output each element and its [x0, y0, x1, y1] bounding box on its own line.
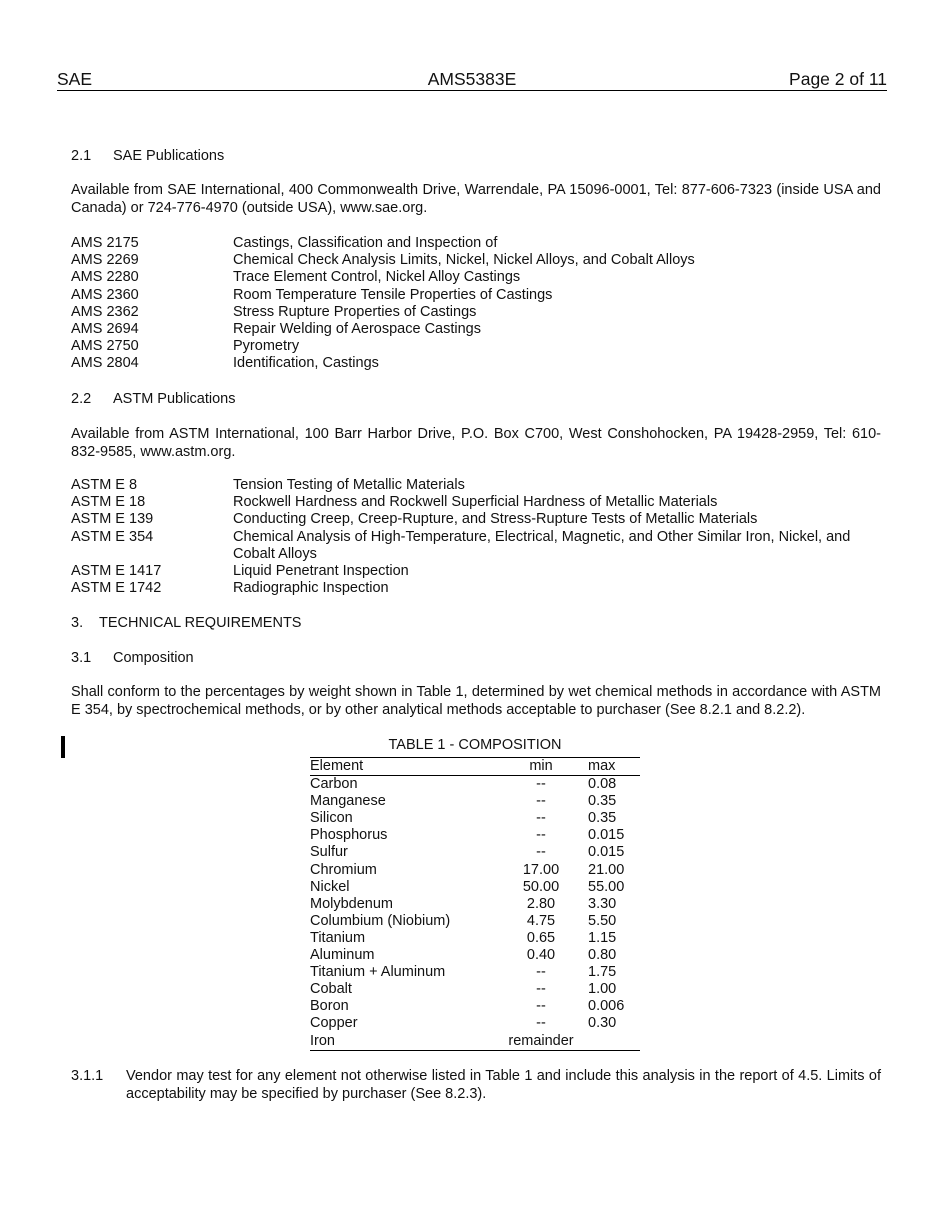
table-row — [310, 793, 640, 810]
reference-item — [71, 477, 883, 494]
reference-item — [71, 287, 883, 304]
table-row — [310, 998, 640, 1015]
cell-element: Columbium (Niobium) — [310, 912, 451, 929]
section-text: Vendor may test for any element not otherwise listed in Table 1 and include this analysis in the report of 4.5. Limits of acceptability may be specified by purchaser (See 8.2.3). — [126, 1068, 881, 1102]
column-header-max: max — [582, 758, 640, 776]
change-bar — [61, 736, 65, 758]
reference-item — [71, 235, 883, 252]
table-row — [310, 913, 640, 930]
cell-element: Cobalt — [310, 981, 352, 998]
section-number: 3.1 — [71, 650, 92, 666]
table-row — [310, 776, 640, 794]
section-number: 2.2 — [71, 391, 92, 407]
reference-title: Liquid Penetrant Inspection — [233, 563, 409, 580]
cell-min: remainder — [500, 1033, 582, 1051]
reference-code: AMS 2362 — [71, 303, 139, 320]
cell-element: Silicon — [310, 810, 353, 827]
reference-item — [71, 529, 883, 563]
reference-item — [71, 580, 883, 597]
reference-code: ASTM E 8 — [71, 477, 138, 493]
sae-reference-list — [71, 235, 883, 373]
section-title: ASTM Publications — [113, 391, 236, 407]
reference-item — [71, 304, 883, 321]
cell-max: 5.50 — [588, 912, 617, 929]
cell-element: Copper — [310, 1015, 358, 1032]
cell-max: 0.30 — [588, 1015, 617, 1032]
reference-title: Room Temperature Tensile Properties of Castings — [233, 286, 553, 303]
reference-item — [71, 269, 883, 286]
table-title: TABLE 1 - COMPOSITION — [388, 737, 562, 753]
reference-code: AMS 2175 — [71, 235, 139, 251]
table-row — [310, 810, 640, 827]
cell-max: 0.015 — [588, 844, 625, 861]
section-title: TECHNICAL REQUIREMENTS — [99, 615, 302, 631]
table-row — [310, 981, 640, 998]
reference-title: Castings, Classification and Inspection of — [233, 235, 498, 251]
cell-element: Titanium + Aluminum — [310, 964, 446, 981]
section-number: 3.1.1 — [71, 1068, 104, 1084]
reference-title: Chemical Analysis of High-Temperature, Electrical, Magnetic, and Other Similar Iron, Nickel, and Cobalt Alloys — [233, 528, 851, 562]
cell-element: Molybdenum — [310, 895, 394, 912]
cell-min: -- — [536, 998, 546, 1015]
cell-max: 0.08 — [588, 776, 617, 793]
cell-min: 2.80 — [526, 895, 556, 912]
cell-element: Aluminum — [310, 947, 375, 964]
cell-min: -- — [536, 981, 546, 998]
page-header — [57, 68, 887, 91]
reference-code: ASTM E 354 — [71, 528, 154, 545]
reference-title: Radiographic Inspection — [233, 580, 389, 597]
cell-min: -- — [536, 776, 546, 793]
cell-max: 0.35 — [588, 810, 617, 827]
cell-max: 1.00 — [588, 981, 617, 998]
reference-code: ASTM E 1417 — [71, 563, 162, 580]
reference-title: Repair Welding of Aerospace Castings — [233, 321, 481, 338]
cell-min: -- — [536, 1015, 546, 1032]
cell-element: Titanium — [310, 929, 366, 946]
cell-max: 0.35 — [588, 793, 617, 810]
section-title: Composition — [113, 650, 194, 666]
reference-code: ASTM E 139 — [71, 511, 154, 528]
cell-min: -- — [536, 827, 546, 844]
section-heading-2-1 — [71, 147, 224, 165]
cell-min: -- — [536, 793, 546, 810]
reference-code: AMS 2804 — [71, 355, 139, 372]
reference-code: AMS 2360 — [71, 286, 139, 303]
cell-element: Carbon — [310, 776, 358, 793]
cell-max: 3.30 — [588, 895, 617, 912]
column-header-element: Element — [310, 758, 500, 776]
table-header-row — [310, 758, 640, 776]
section-heading-3-1 — [71, 649, 194, 667]
section-heading-2-2 — [71, 390, 236, 408]
cell-max: 55.00 — [588, 878, 625, 895]
cell-min: -- — [536, 964, 546, 981]
cell-element: Iron — [310, 1033, 500, 1051]
reference-title: Pyrometry — [233, 338, 300, 355]
cell-max: 1.15 — [588, 929, 617, 946]
header-doc-number: AMS5383E — [427, 69, 517, 89]
cell-max — [582, 1033, 640, 1051]
reference-title: Tension Testing of Metallic Materials — [233, 477, 465, 493]
cell-element: Phosphorus — [310, 827, 388, 844]
section-title: SAE Publications — [113, 148, 225, 164]
section-3-1-1 — [71, 1068, 881, 1103]
cell-min: -- — [536, 810, 546, 827]
section-number: 2.1 — [71, 148, 92, 164]
composition-paragraph: Shall conform to the percentages by weight shown in Table 1, determined by wet chemical methods in accordance with ASTM E 354, by spectrochemical methods, or by other analytical methods acceptable to purchaser (See 8.2.1 and 8.2.2). — [71, 684, 881, 718]
reference-code: AMS 2280 — [71, 269, 139, 286]
astm-reference-list — [71, 477, 883, 597]
reference-code: AMS 2750 — [71, 338, 139, 355]
reference-title: Conducting Creep, Creep-Rupture, and Stress-Rupture Tests of Metallic Materials — [233, 511, 758, 528]
reference-item — [71, 494, 883, 511]
reference-code: ASTM E 18 — [71, 494, 146, 511]
cell-min: 4.75 — [526, 912, 556, 929]
sae-availability-paragraph: Available from SAE International, 400 Commonwealth Drive, Warrendale, PA 15096-0001, Tel: 877-606-7323 (inside USA and Canada) or 724-776-4970 (outside USA), www.sae.org. — [71, 182, 881, 216]
table-row — [310, 947, 640, 964]
cell-element: Sulfur — [310, 844, 348, 861]
astm-availability-paragraph: Available from ASTM International, 100 Barr Harbor Drive, P.O. Box C700, West Conshohocken, PA 19428-2959, Tel: 610-832-9585, www.astm.org. — [71, 426, 881, 460]
table-row — [310, 862, 640, 879]
reference-title: Chemical Check Analysis Limits, Nickel, Nickel Alloys, and Cobalt Alloys — [233, 252, 695, 269]
section-number: 3. — [71, 615, 84, 631]
reference-title: Stress Rupture Properties of Castings — [233, 303, 477, 320]
cell-max: 21.00 — [588, 861, 625, 878]
reference-item — [71, 511, 883, 528]
reference-code: AMS 2694 — [71, 321, 139, 338]
reference-item — [71, 252, 883, 269]
column-header-min: min — [500, 758, 582, 776]
table-row — [310, 896, 640, 913]
cell-element: Chromium — [310, 861, 377, 878]
table-row — [310, 844, 640, 861]
cell-min: 50.00 — [522, 878, 560, 895]
table-row — [310, 827, 640, 844]
cell-min: -- — [536, 844, 546, 861]
cell-max: 1.75 — [588, 964, 617, 981]
cell-element: Nickel — [310, 878, 350, 895]
composition-table — [310, 757, 640, 1051]
reference-title: Trace Element Control, Nickel Alloy Castings — [233, 269, 521, 286]
header-page-number: Page 2 of 11 — [789, 69, 887, 89]
reference-title: Identification, Castings — [233, 355, 379, 372]
reference-item — [71, 338, 883, 355]
reference-code: AMS 2269 — [71, 252, 139, 269]
table-row — [310, 930, 640, 947]
section-heading-3 — [71, 614, 301, 632]
cell-max: 0.015 — [588, 827, 625, 844]
table-row — [310, 879, 640, 896]
header-org: SAE — [57, 69, 93, 89]
reference-item — [71, 355, 883, 372]
cell-max: 0.006 — [588, 998, 625, 1015]
cell-element: Manganese — [310, 793, 386, 810]
table-row — [310, 1015, 640, 1032]
cell-element: Boron — [310, 998, 349, 1015]
cell-max: 0.80 — [588, 947, 617, 964]
cell-min: 17.00 — [522, 861, 560, 878]
reference-title: Rockwell Hardness and Rockwell Superficial Hardness of Metallic Materials — [233, 494, 718, 511]
cell-min: 0.40 — [526, 947, 556, 964]
table-row — [310, 1033, 640, 1051]
cell-min: 0.65 — [526, 929, 556, 946]
reference-item — [71, 321, 883, 338]
reference-code: ASTM E 1742 — [71, 580, 162, 597]
reference-item — [71, 563, 883, 580]
table-row — [310, 964, 640, 981]
